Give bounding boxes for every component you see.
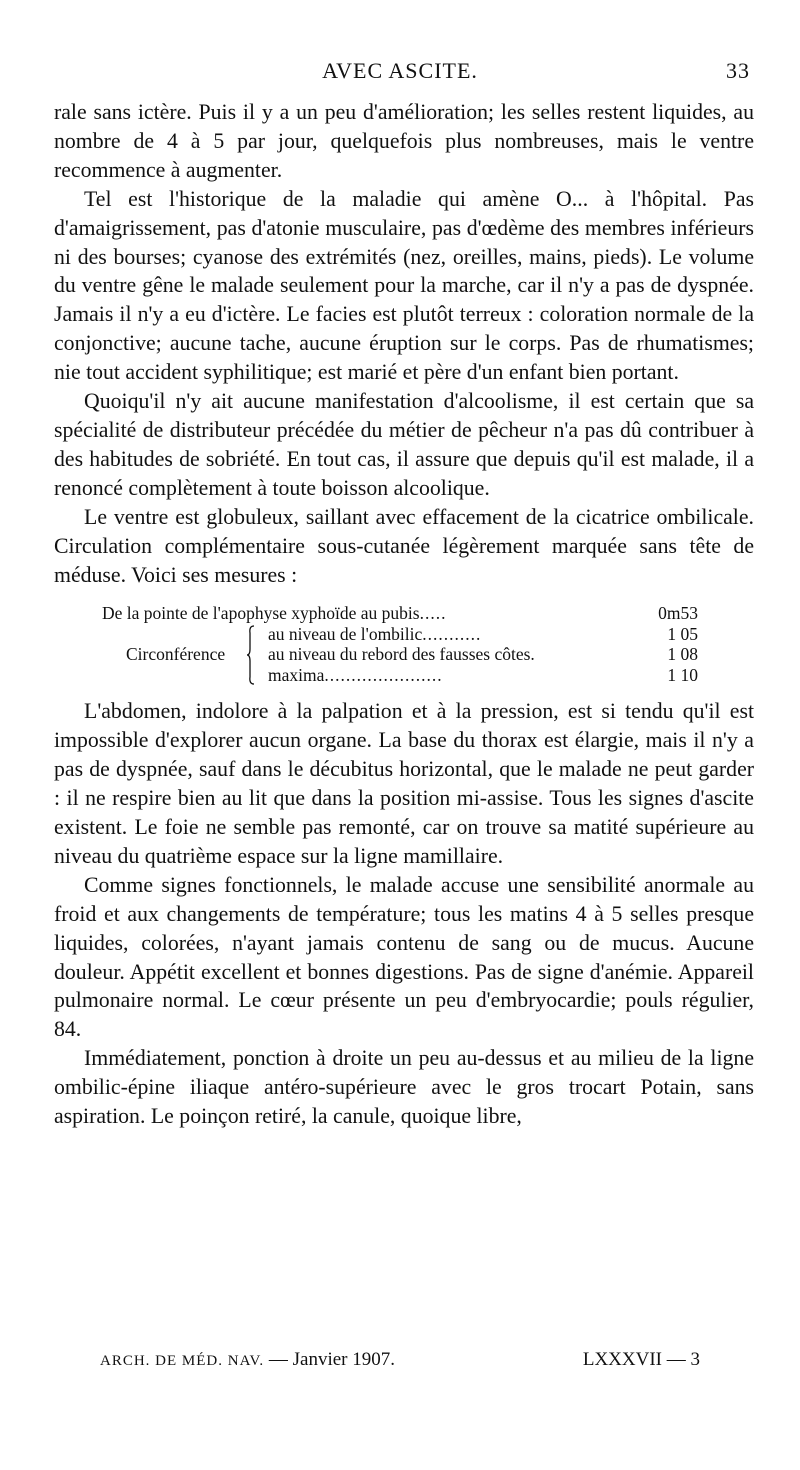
measure-value: 1 05	[667, 623, 698, 644]
leader-dots: ...........	[422, 623, 482, 644]
journal-name: ARCH. DE MÉD. NAV.	[100, 1353, 265, 1369]
page-header	[0, 58, 800, 88]
measure-label: maxima	[268, 664, 325, 685]
measure-row	[54, 603, 754, 624]
footer-dash: —	[268, 1349, 288, 1370]
circumference-label: Circonférence	[126, 644, 226, 665]
paragraph: Immédiatement, ponction à droite un peu au-dessus et au milieu de la ligne ombilic-épine iliaque antéro-supérieure avec le gros trocart Potain, sans aspiration. Le poinçon retiré, la canule, quoique libre,	[54, 1046, 754, 1129]
measure-row	[54, 665, 754, 686]
measure-row	[54, 624, 754, 645]
signature-mark: LXXXVII — 3	[582, 1349, 700, 1370]
measurements-table	[54, 603, 754, 685]
leader-dots: .....	[419, 603, 447, 624]
measure-label: au niveau de l'ombilic	[268, 623, 423, 644]
paragraph: Quoiqu'il n'y ait aucune manifestation d'alcoolisme, il est certain que sa spécialité de distributeur précédée du métier de pêcheur n'a pas dû contribuer à des habitudes de sobriété. En tout cas, il assure que depuis qu'il est malade, il a renoncé complètement à toute boisson alcoolique.	[54, 389, 754, 500]
leader-dots: ......................	[324, 664, 443, 685]
issue-date: Janvier 1907.	[292, 1349, 396, 1370]
paragraph: Tel est l'historique de la maladie qui amène O... à l'hôpital. Pas d'amaigrissement, pas d'atonie musculaire, pas d'œdème des membres inférieurs ni des bourses; cyanose des extrémités (nez, oreilles, mains, pieds). Le volume du ventre gêne le malade seulement pour la marche, car il n'y a pas de dyspnée. Jamais il n'y a eu d'ictère. Le facies est plutôt terreux : coloration normale de la conjonctive; aucune tache, aucune éruption sur le corps. Pas de rhumatismes; nie tout accident syphilitique; est marié et père d'un enfant bien portant.	[54, 186, 754, 385]
body-text	[54, 98, 754, 1131]
paragraph: rale sans ictère. Puis il y a un peu d'amélioration; les selles restent liquides, au nombre de 4 à 5 par jour, quelquefois plus nombreuses, mais le ventre recommence à augmenter.	[54, 100, 754, 182]
measure-value: 1 08	[667, 644, 698, 665]
paragraph: L'abdomen, indolore à la palpation et à la pression, est si tendu qu'il est impossible d'explorer aucun organe. La base du thorax est élargie, mais il n'y a pas de dyspnée, sauf dans le décubitus horizontal, que le malade ne peut garder : il ne respire bien au lit que dans la position mi-assise. Tous les signes d'ascite existent. Le foie ne semble pas remonté, car on trouve sa matité supérieure au niveau du quatrième espace sur la ligne mamillaire.	[54, 699, 754, 868]
curly-brace	[247, 625, 255, 685]
page-number: 33	[726, 58, 750, 83]
measure-label: De la pointe de l'apophyse xyphoïde au pubis	[102, 603, 420, 624]
running-title: AVEC ASCITE.	[322, 58, 478, 83]
paragraph: Comme signes fonctionnels, le malade accuse une sensibilité anormale au froid et aux changements de température; tous les matins 4 à 5 selles presque liquides, colorées, n'ayant jamais contenu de sang ou de mucus. Aucune douleur. Appétit excellent et bonnes digestions. Pas de signe d'anémie. Appareil pulmonaire normal. Le cœur présente un peu d'embryocardie; pouls régulier, 84.	[54, 872, 754, 1042]
measure-value: 0m53	[658, 603, 698, 624]
measure-value: 1 10	[667, 664, 698, 685]
paragraph: Le ventre est globuleux, saillant avec effacement de la cicatrice ombilicale. Circulation complémentaire sous-cutanée légèrement marquée sans tête de méduse. Voici ses mesures :	[54, 504, 754, 587]
measure-label: au niveau du rebord des fausses côtes.	[268, 644, 535, 665]
